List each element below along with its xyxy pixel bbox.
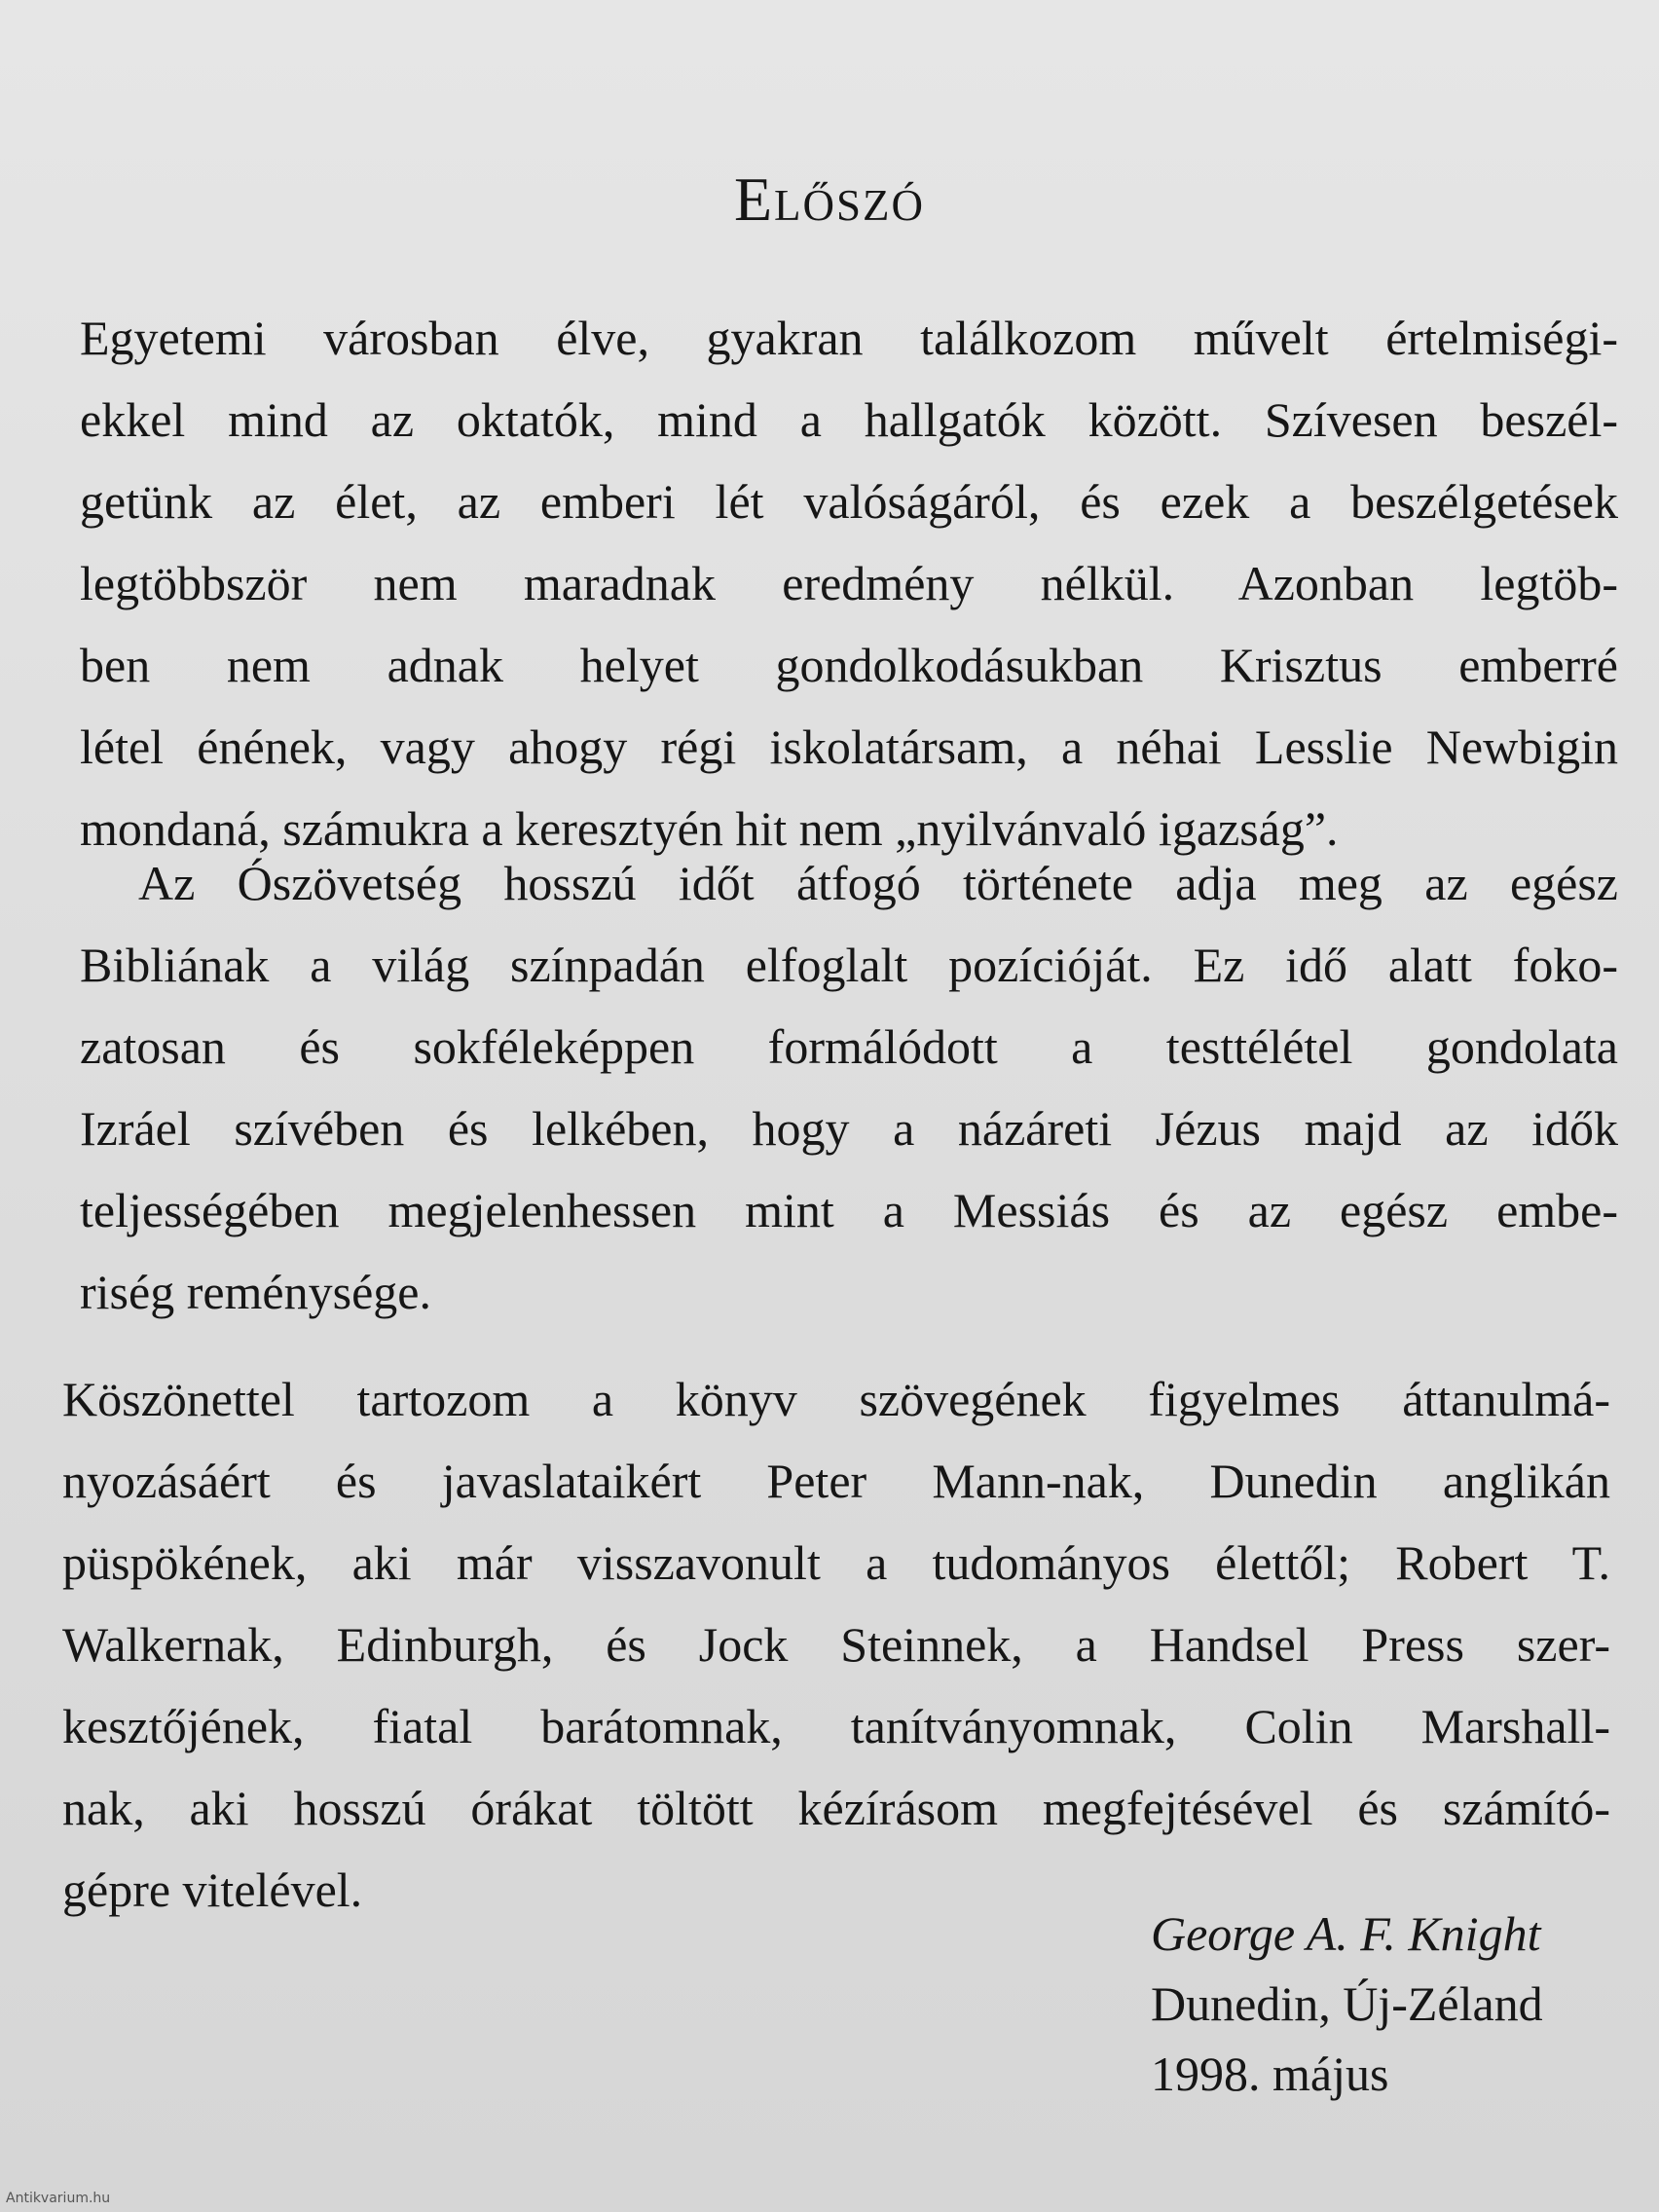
- paragraph-3-line: Walkernak, Edinburgh, és Jock Steinnek, a Handsel Press szer-: [62, 1617, 1610, 1672]
- author-name: George A. F. Knight: [1151, 1906, 1541, 1961]
- paragraph-1-line: ekkel mind az oktatók, mind a hallgatók között. Szívesen beszél-: [80, 392, 1618, 447]
- paragraph-1: [80, 297, 1618, 869]
- paragraph-3-line: Köszönettel tartozom a könyv szövegének figyelmes áttanulmá-: [62, 1372, 1610, 1426]
- paragraph-3-line: gépre vitelével.: [62, 1862, 363, 1917]
- signature-place: Dunedin, Új-Zéland: [1151, 1976, 1543, 2031]
- paragraph-3: [62, 1358, 1610, 1931]
- paragraph-2-line: Bibliának a világ színpadán elfoglalt pozícióját. Ez idő alatt foko-: [80, 938, 1618, 992]
- paragraph-3-line: nyozásáért és javaslataikért Peter Mann-nak, Dunedin anglikán: [62, 1454, 1610, 1508]
- paragraph-1-line: getünk az élet, az emberi lét valóságáról, és ezek a beszélgetések: [80, 474, 1618, 529]
- paragraph-2-line: Izráel szívében és lelkében, hogy a názáreti Jézus majd az idők: [80, 1101, 1618, 1156]
- paragraph-1-line: ben nem adnak helyet gondolkodásukban Krisztus emberré: [80, 638, 1618, 692]
- paragraph-3-line: kesztőjének, fiatal barátomnak, tanítványomnak, Colin Marshall-: [62, 1699, 1610, 1753]
- signature-date: 1998. május: [1151, 2046, 1389, 2101]
- paragraph-1-line: Egyetemi városban élve, gyakran találkozom művelt értelmiségi-: [80, 311, 1618, 365]
- paragraph-2-line: teljességében megjelenhessen mint a Messiás és az egész embe-: [80, 1183, 1618, 1237]
- paragraph-1-line: legtöbbször nem maradnak eredmény nélkül. Azonban legtöb-: [80, 556, 1618, 610]
- paragraph-2: [80, 842, 1618, 1333]
- paragraph-3-line: nak, aki hosszú órákat töltött kézírásom megfejtésével és számító-: [62, 1781, 1610, 1835]
- paragraph-1-line: mondaná, számukra a keresztyén hit nem „nyilvánvaló igazság”.: [80, 801, 1339, 856]
- watermark: Antikvarium.hu: [6, 2191, 111, 2206]
- paragraph-3-line: püspökének, aki már visszavonult a tudományos élettől; Robert T.: [62, 1535, 1610, 1590]
- paragraph-2-line: Az Ószövetség hosszú időt átfogó története adja meg az egész: [138, 856, 1618, 910]
- paragraph-1-line: létel énének, vagy ahogy régi iskolatársam, a néhai Lesslie Newbigin: [80, 719, 1618, 774]
- paragraph-2-line: riség reménysége.: [80, 1265, 431, 1319]
- paragraph-2-line: zatosan és sokféleképpen formálódott a testtélétel gondolata: [80, 1019, 1618, 1074]
- page-title: Előszó: [733, 165, 926, 234]
- signature-block: [1151, 1899, 1543, 2109]
